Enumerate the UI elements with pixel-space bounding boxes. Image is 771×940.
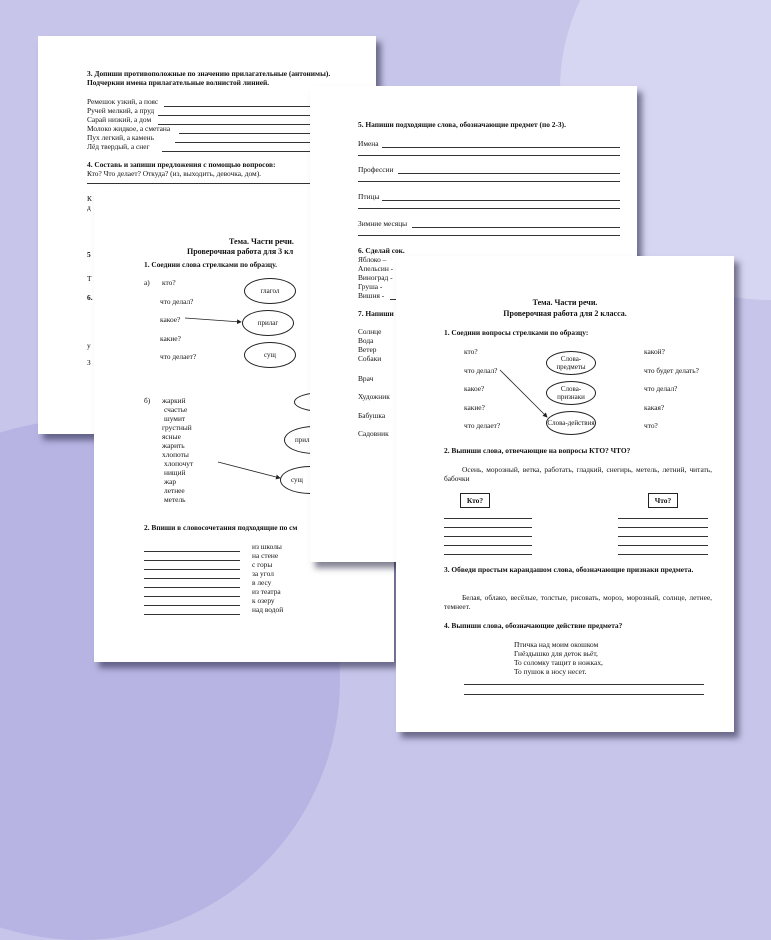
oval-adjective: прилаг [242, 310, 294, 336]
word: нищий [164, 468, 186, 477]
antonym-line: Молоко жидкое, а сметана [87, 124, 171, 133]
question: кто? [464, 347, 478, 356]
task-title: 6. Сделай сок. [358, 246, 405, 255]
task-title: 7. Напиши [358, 309, 394, 318]
task-text: Белая, облако, весёлые, толстые, рисовать, мороз, морозный, солнце, летнее, темнеет. [444, 593, 712, 612]
phrase: за угол [252, 569, 274, 578]
juice-item: Вишня - [358, 291, 385, 300]
question: какое? [464, 384, 485, 393]
word: Вода [358, 336, 374, 345]
task-questions: Кто? Что делает? Откуда? (из, выходить, девочка, дом). [87, 169, 262, 178]
question: что делал? [160, 297, 194, 306]
section-label: а) [144, 278, 150, 287]
text-fragment: Т [87, 274, 92, 283]
question: что делал? [464, 366, 498, 375]
phrase: из театра [252, 587, 281, 596]
word: хлопоты [162, 450, 189, 459]
phrase: с горы [252, 560, 273, 569]
word: Солнце [358, 327, 382, 336]
task-title: 1. Соедини слова стрелками по образцу. [144, 260, 277, 269]
section-label: б) [144, 396, 151, 405]
question: что будет делать? [644, 366, 699, 375]
question: какое? [160, 315, 181, 324]
text-fragment: К [87, 194, 92, 203]
antonym-line: Лёд твердый, а снег [87, 142, 150, 151]
task-title: 5. Напиши подходящие слова, обозначающие предмет (по 2-3). [358, 120, 566, 129]
poem-line: То пушок в носу несет. [514, 667, 587, 676]
oval-adjective: прил [284, 426, 344, 454]
page-subtitle: Проверочная работа для 2 класса. [503, 309, 627, 318]
word: Собаки [358, 354, 382, 363]
word: Ветер [358, 345, 377, 354]
word: ясные [162, 432, 181, 441]
antonym-line: Ремешок узкий, а пояс [87, 97, 159, 106]
phrase: на стене [252, 551, 279, 560]
word: жар [164, 477, 177, 486]
antonym-line: Пух легкий, а камень [87, 133, 154, 142]
task-title: 3. Допиши противоположные по значению прилагательные (антонимы). [87, 69, 331, 78]
category-label: Зимние месяцы [358, 219, 408, 228]
question: какие? [160, 334, 181, 343]
oval-adjectives: Слова-признаки [546, 381, 596, 405]
phrase: из школы [252, 542, 282, 551]
question: какие? [464, 403, 485, 412]
juice-item: Яблоко – [358, 255, 387, 264]
text-fragment: у [87, 341, 91, 350]
word: Художник [358, 392, 390, 401]
word: грустный [162, 423, 192, 432]
word: шумит [164, 414, 186, 423]
what-box: Что? [648, 493, 678, 508]
text-fragment: 6. [87, 293, 93, 302]
poem-line: То соломку тащит в ножках, [514, 658, 603, 667]
question: какой? [644, 347, 665, 356]
who-box: Кто? [460, 493, 490, 508]
oval-noun: сущ [280, 466, 340, 494]
antonym-line: Ручей мелкий, а пруд [87, 106, 155, 115]
oval-noun: сущ [244, 342, 296, 368]
text-fragment: д [87, 203, 91, 212]
task-title: 4. Составь и запиши предложения с помощью вопросов: [87, 160, 276, 169]
category-label: Птицы [358, 192, 380, 201]
page-title: Тема. Части речи. [532, 298, 598, 307]
question: что делает? [160, 352, 197, 361]
task-subtitle: Подчеркни имена прилагательные волнистой линией. [87, 78, 270, 87]
poem-line: Гнёздышко для деток вьёт, [514, 649, 598, 658]
task-title: 2. Впиши в словосочетания подходящие по см [144, 523, 298, 532]
word: жарить [162, 441, 185, 450]
category-label: Профессии [358, 165, 394, 174]
oval-verb: глагол [244, 278, 296, 304]
word: Врач [358, 374, 374, 383]
question: какая? [644, 403, 665, 412]
juice-item: Виноград - [358, 273, 393, 282]
phrase: в лесу [252, 578, 272, 587]
question: что? [644, 421, 658, 430]
page-title: Тема. Части речи. [229, 237, 294, 246]
word: жаркий [162, 396, 186, 405]
word: Бабушка [358, 411, 386, 420]
juice-item: Груша - [358, 282, 383, 291]
word: Садовник [358, 429, 389, 438]
oval-verbs: Слова-действия [546, 411, 596, 435]
task-title: 3. Обведи простым карандашом слова, обозначающие признаки предмета. [444, 565, 694, 574]
task-title: 1. Соедини вопросы стрелками по образцу: [444, 328, 589, 337]
juice-item: Апельсин - [358, 264, 394, 273]
oval-nouns: Слова-предметы [546, 351, 596, 375]
task-title: 4. Выпиши слова, обозначающие действие предмета? [444, 621, 623, 630]
question: что делал? [644, 384, 678, 393]
word: метель [164, 495, 186, 504]
question: что делает? [464, 421, 501, 430]
phrase: над водой [252, 605, 284, 614]
word: хлопочут [164, 459, 194, 468]
poem-line: Птичка над моим окошком [514, 640, 599, 649]
phrase: к озеру [252, 596, 275, 605]
question: кто? [162, 278, 176, 287]
page-subtitle: Проверочная работа для 3 кл [187, 247, 294, 256]
task-text: Осень, морозный, ветка, работать, гладкий, снегирь, метель, летний, читать, бабочки [444, 465, 712, 484]
antonym-line: Сарай низкий, а дом [87, 115, 152, 124]
worksheet-page-grade2 [396, 256, 734, 732]
word: счастье [164, 405, 188, 414]
word: летнее [164, 486, 185, 495]
text-fragment: 5 [87, 250, 91, 259]
text-fragment: З [87, 358, 91, 367]
task-title: 2. Выпиши слова, отвечающие на вопросы КТО? ЧТО? [444, 446, 631, 455]
category-label: Имена [358, 139, 379, 148]
